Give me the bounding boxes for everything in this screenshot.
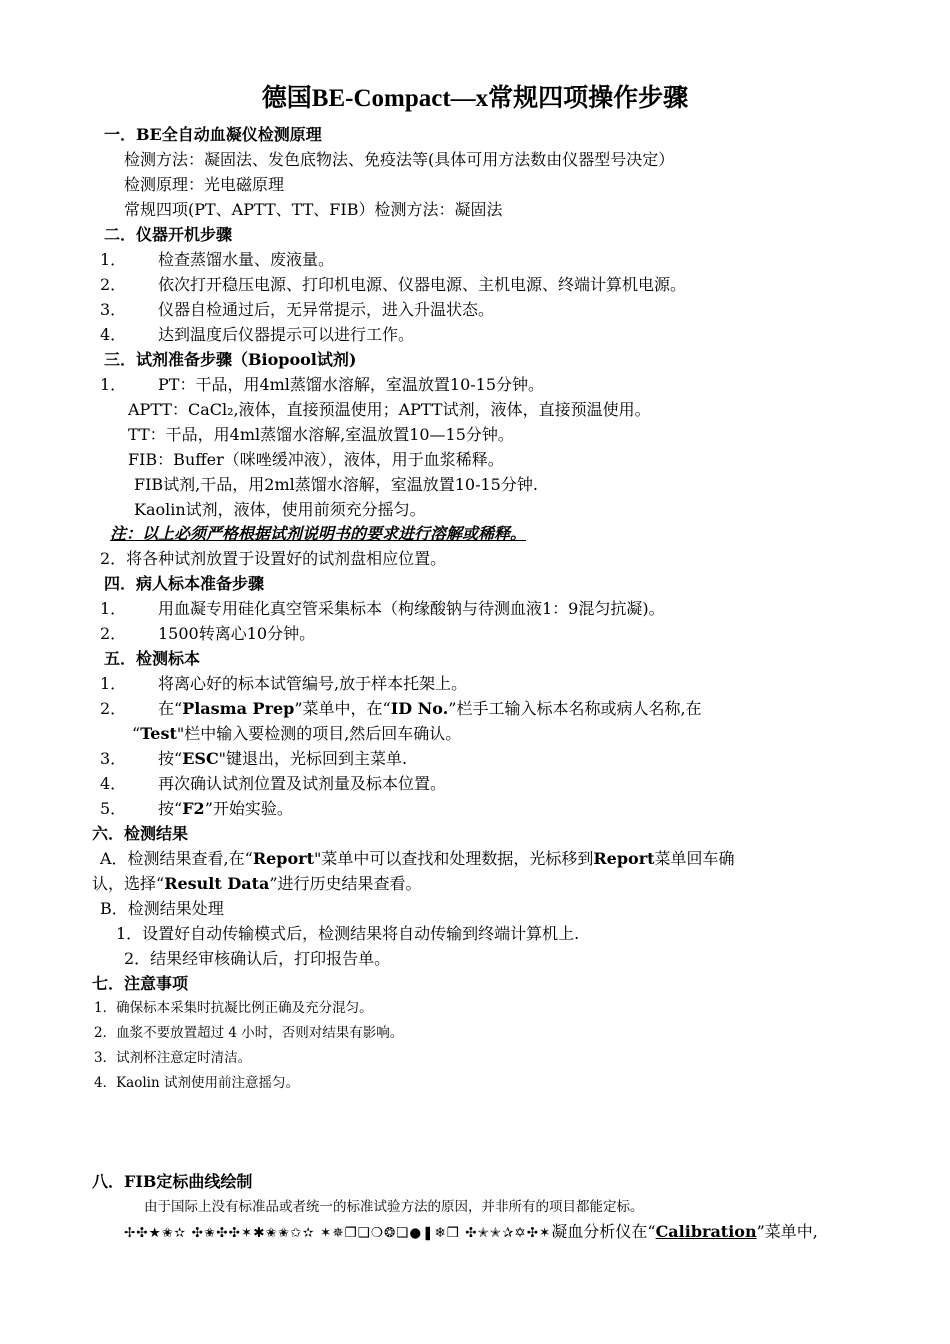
key-name-f2: F2 <box>182 799 205 818</box>
reagent-note: 注：以上必须严格根据试剂说明书的要求进行溶解或稀释。 <box>110 524 527 543</box>
section-2-heading: 二．仪器开机步骤 <box>104 225 233 244</box>
section-7-heading: 七．注意事项 <box>92 974 189 993</box>
text-run: “ <box>132 724 141 743</box>
list-item <box>100 674 467 694</box>
menu-name-report: Report <box>252 849 314 868</box>
calibration-line <box>124 1222 818 1243</box>
document-title: 德国BE-Compact—x常规四项操作步骤 <box>261 85 689 112</box>
list-number: 1． <box>100 250 127 269</box>
list-item: 2．结果经审核确认后，打印报告单。 <box>124 949 391 968</box>
reagent-kaolin: Kaolin试剂，液体，使用前须充分摇匀。 <box>134 500 426 519</box>
field-name-test: Test <box>140 724 177 743</box>
results-view-line <box>100 849 735 869</box>
text-run: 按“ <box>158 799 183 818</box>
text-run: "键退出，光标回到主菜单. <box>218 749 408 768</box>
list-number: 1． <box>100 375 127 394</box>
text-run: ”进行历史结果查看。 <box>269 874 422 893</box>
list-item <box>100 250 334 270</box>
list-number: 5． <box>100 799 127 818</box>
menu-name-plasma-prep: Plasma Prep <box>182 699 295 718</box>
field-name-id-no: ID No. <box>390 699 449 718</box>
text-run: 按“ <box>158 749 183 768</box>
text-run: ”开始实验。 <box>204 799 293 818</box>
list-item <box>100 599 665 619</box>
list-item <box>100 774 446 794</box>
menu-name-result-data: Result Data <box>164 874 270 893</box>
section-6-heading: 六．检测结果 <box>92 824 189 843</box>
s1-line-principle: 检测原理：光电磁原理 <box>124 175 285 194</box>
list-text: 再次确认试剂位置及试剂量及标本位置。 <box>158 774 447 793</box>
list-item <box>100 300 494 320</box>
reagent-fib: FIB试剂,干品，用2ml蒸馏水溶解，室温放置10-15分钟. <box>134 475 538 494</box>
list-number: 3． <box>100 300 127 319</box>
text-run: 凝血分析仪在“ <box>551 1222 656 1241</box>
menu-name-report: Report <box>593 849 655 868</box>
list-text: 仪器自检通过后，无异常提示，进入升温状态。 <box>158 300 495 319</box>
text-run: 认，选择“ <box>92 874 165 893</box>
calibration-intro: 由于国际上没有标准品或者统一的标准试验方法的原因，并非所有的项目都能定标。 <box>144 1199 644 1215</box>
list-item <box>100 375 544 395</box>
list-number: 2． <box>100 699 127 718</box>
reagent-aptt: APTT：CaCl₂,液体，直接预温使用；APTT试剂，液体，直接预温使用。 <box>128 400 651 419</box>
results-processing-heading: B．检测结果处理 <box>100 899 224 918</box>
section-4-heading: 四．病人标本准备步骤 <box>104 574 265 593</box>
section-1-heading: 一．BE全自动血凝仪检测原理 <box>104 125 322 144</box>
text-run: 在“ <box>158 699 183 718</box>
list-number: 4． <box>100 774 127 793</box>
list-text: 将离心好的标本试管编号,放于样本托架上。 <box>158 674 468 693</box>
list-item <box>100 699 702 719</box>
text-run: A．检测结果查看,在“ <box>100 849 253 868</box>
list-number: 4． <box>100 325 127 344</box>
list-text: 达到温度后仪器提示可以进行工作。 <box>158 325 415 344</box>
list-item: 2．血浆不要放置超过 4 小时，否则对结果有影响。 <box>94 1025 404 1041</box>
list-text: PT：干品，用4ml蒸馏水溶解，室温放置10-15分钟。 <box>158 375 545 394</box>
key-name-esc: ESC <box>182 749 219 768</box>
text-run: ”菜单中，在“ <box>294 699 391 718</box>
list-text: 依次打开稳压电源、打印机电源、仪器电源、主机电源、终端计算机电源。 <box>158 275 687 294</box>
reagent-fib-buffer: FIB：Buffer（咪唑缓冲液），液体，用于血浆稀释。 <box>128 450 504 469</box>
list-item <box>100 749 407 769</box>
text-run: "菜单中可以查找和处理数据，光标移到 <box>313 849 594 868</box>
list-item <box>100 275 686 295</box>
symbol-glyphs: ✢✣★✬✫ ✣✬✣✣✶✱✬✬✩✫ ✶✵❐❑❍❂❑●❚❄❒ ✣✭✭✰✡✣✶ <box>124 1225 552 1241</box>
list-item-continuation <box>132 724 461 744</box>
list-item <box>100 624 315 644</box>
list-item: 1．确保标本采集时抗凝比例正确及充分混匀。 <box>94 1000 373 1016</box>
list-item: 3．试剂杯注意定时清洁。 <box>94 1050 252 1066</box>
s1-line-method: 检测方法：凝固法、发色底物法、免疫法等(具体可用方法数由仪器型号决定） <box>124 150 675 169</box>
list-text: 检查蒸馏水量、废液量。 <box>158 250 335 269</box>
section-8-heading: 八．FIB定标曲线绘制 <box>92 1172 253 1191</box>
reagent-tt: TT：干品，用4ml蒸馏水溶解,室温放置10—15分钟。 <box>128 425 514 444</box>
list-item: 4．Kaolin 试剂使用前注意摇匀。 <box>94 1075 299 1091</box>
text-run: "栏中输入要检测的项目,然后回车确认。 <box>176 724 462 743</box>
text-run: ”菜单中, <box>756 1222 818 1241</box>
list-number: 1． <box>100 599 127 618</box>
menu-name-calibration: Calibration <box>655 1222 757 1241</box>
list-item <box>100 325 414 345</box>
list-number: 3． <box>100 749 127 768</box>
list-number: 1． <box>100 674 127 693</box>
list-number: 2． <box>100 275 127 294</box>
results-view-line-2 <box>92 874 422 894</box>
text-run: 菜单回车确 <box>654 849 735 868</box>
list-text: 1500转离心10分钟。 <box>158 624 316 643</box>
text-run: ”栏手工输入标本名称或病人名称,在 <box>448 699 702 718</box>
list-text: 用血凝专用硅化真空管采集标本（枸缘酸钠与待测血液1：9混匀抗凝)。 <box>158 599 665 618</box>
list-number: 2． <box>100 624 127 643</box>
s1-line-routine: 常规四项(PT、APTT、TT、FIB）检测方法：凝固法 <box>124 200 503 219</box>
section-3-heading: 三．试剂准备步骤（Biopool试剂) <box>104 350 357 369</box>
list-item <box>100 799 293 819</box>
list-item: 2．将各种试剂放置于设置好的试剂盘相应位置。 <box>100 549 447 568</box>
section-5-heading: 五．检测标本 <box>104 649 201 668</box>
list-item: 1．设置好自动传输模式后，检测结果将自动传输到终端计算机上. <box>116 924 580 943</box>
